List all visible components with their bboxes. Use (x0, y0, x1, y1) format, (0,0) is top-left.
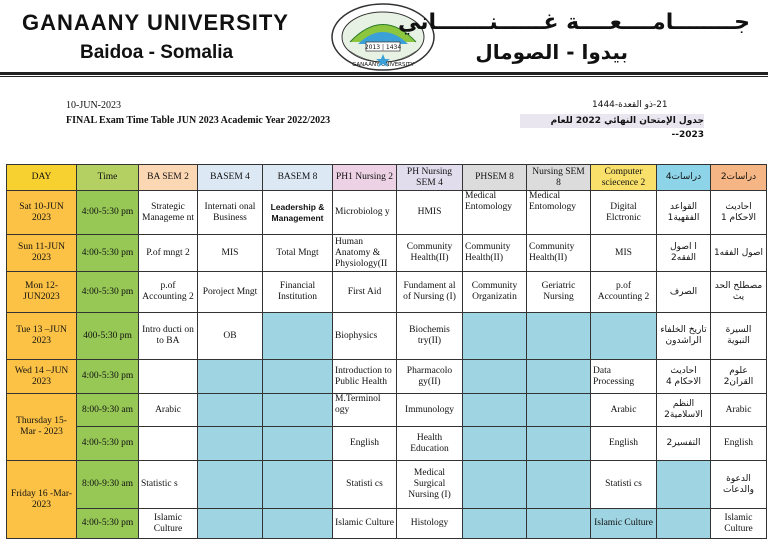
exam-cell: Arabic (711, 394, 767, 427)
col-ba-sem8: BASEM 8 (263, 165, 333, 191)
exam-cell: English (333, 427, 397, 461)
empty-cell (263, 427, 333, 461)
col-ph-sem8: PHSEM 8 (463, 165, 527, 191)
col-ba-sem2: BA SEM 2 (139, 165, 198, 191)
exam-cell: الصرف (657, 272, 711, 313)
empty-cell (527, 427, 591, 461)
exam-cell: تاريخ الخلفاء الراشدون (657, 313, 711, 360)
exam-cell: Strategic Manageme nt (139, 191, 198, 235)
empty-cell (527, 461, 591, 509)
exam-cell: HMIS (397, 191, 463, 235)
time-cell: 4:00-5:30 pm (77, 427, 139, 461)
exam-cell: Community Organizatin (463, 272, 527, 313)
exam-cell: Islamic Culture (139, 509, 198, 539)
empty-cell (657, 461, 711, 509)
empty-cell (198, 360, 263, 394)
day-cell: Mon 12-JUN2023 (7, 272, 77, 313)
exam-cell: M.Terminol ogy (333, 394, 397, 427)
col-nursing-sem8: Nursing SEM 8 (527, 165, 591, 191)
exam-cell: English (591, 427, 657, 461)
exam-cell: Medical Entomology (463, 191, 527, 235)
exam-cell: p.of Accounting 2 (139, 272, 198, 313)
exam-cell: MIS (198, 235, 263, 272)
exam-cell: Financial Institution (263, 272, 333, 313)
col-time: Time (77, 165, 139, 191)
empty-cell (527, 360, 591, 394)
exam-cell: Histology (397, 509, 463, 539)
exam-cell: النظم الاسلامية2 (657, 394, 711, 427)
empty-cell (263, 394, 333, 427)
empty-cell (463, 461, 527, 509)
time-cell: 8:00-9:30 am (77, 461, 139, 509)
exam-cell: Leadership & Management (263, 191, 333, 235)
empty-cell (463, 313, 527, 360)
exam-cell: Total Mngt (263, 235, 333, 272)
exam-cell: Digital Elctronic (591, 191, 657, 235)
letterhead (0, 0, 768, 78)
exam-cell: Community Health(II) (463, 235, 527, 272)
logo-year: 2013 | 1434 (364, 44, 402, 51)
day-cell: Wed 14 –JUN 2023 (7, 360, 77, 394)
exam-cell: احاديث الاحكام 1 (711, 191, 767, 235)
exam-cell: Medical Surgical Nursing (I) (397, 461, 463, 509)
exam-cell: Community Health(II) (397, 235, 463, 272)
exam-cell: Community Health(II) (527, 235, 591, 272)
exam-cell: Statistic s (139, 461, 198, 509)
exam-cell: Medical Entomology (527, 191, 591, 235)
exam-cell: القواعد الفقهية1 (657, 191, 711, 235)
exam-cell: Islamic Culture (333, 509, 397, 539)
header-rule-thin (0, 76, 768, 77)
exam-cell: Data Processing (591, 360, 657, 394)
exam-cell: Islamic Culture (711, 509, 767, 539)
exam-cell: Intro ducti on to BA (139, 313, 198, 360)
exam-cell: Health Education (397, 427, 463, 461)
time-cell: 400-5:30 pm (77, 313, 139, 360)
exam-cell: First Aid (333, 272, 397, 313)
exam-cell: Biophysics (333, 313, 397, 360)
issue-date-ar: 21-ذو القعدة-1444 (592, 100, 668, 110)
table-row (7, 360, 767, 394)
table-row (7, 427, 767, 461)
exam-cell: Microbiolog y (333, 191, 397, 235)
exam-cell: احاديث الاحكام 4 (657, 360, 711, 394)
exam-cell: Human Anatomy & Physiology(II (333, 235, 397, 272)
exam-timetable (6, 164, 767, 539)
exam-cell: الدعوة والدعات (711, 461, 767, 509)
day-cell: Thursday 15-Mar - 2023 (7, 394, 77, 461)
exam-cell: مصطلح الحد يث (711, 272, 767, 313)
exam-cell: Statisti cs (333, 461, 397, 509)
time-cell: 4:00-5:30 pm (77, 360, 139, 394)
empty-cell (463, 427, 527, 461)
empty-cell (527, 509, 591, 539)
table-row (7, 461, 767, 509)
university-name-ar: جــــــــامــــعــــة غــــــنـــــــاني (397, 10, 750, 35)
exam-cell: MIS (591, 235, 657, 272)
empty-cell (463, 509, 527, 539)
time-cell: 8:00-9:30 am (77, 394, 139, 427)
exam-cell: ا اصول الفقه2 (657, 235, 711, 272)
empty-cell (139, 360, 198, 394)
exam-cell: علوم القران2 (711, 360, 767, 394)
issue-date-en: 10-JUN-2023 (66, 100, 121, 111)
timetable-title-en: FINAL Exam Time Table JUN 2023 Academic Year 2022/2023 (66, 115, 331, 126)
col-day: DAY (7, 165, 77, 191)
exam-cell: التفسير2 (657, 427, 711, 461)
city-ar: بيدوا - الصومال (475, 40, 628, 64)
city-en: Baidoa - Somalia (80, 42, 234, 63)
exam-cell: Internati onal Business (198, 191, 263, 235)
empty-cell (527, 394, 591, 427)
empty-cell (198, 394, 263, 427)
exam-cell: Statisti cs (591, 461, 657, 509)
empty-cell (591, 313, 657, 360)
exam-cell: OB (198, 313, 263, 360)
time-cell: 4:00-5:30 pm (77, 191, 139, 235)
exam-cell: Arabic (139, 394, 198, 427)
table-row (7, 509, 767, 539)
empty-cell (263, 509, 333, 539)
exam-cell: Pharmacolo gy(II) (397, 360, 463, 394)
header-rule-thick (0, 72, 768, 75)
exam-cell: English (711, 427, 767, 461)
empty-cell (263, 360, 333, 394)
exam-cell: اصول الفقه1 (711, 235, 767, 272)
table-row (7, 394, 767, 427)
table-row (7, 272, 767, 313)
exam-cell: Fundament al of Nursing (I) (397, 272, 463, 313)
col-ph-nursing-sem4: PH Nursing SEM 4 (397, 165, 463, 191)
timetable-title-ar (520, 114, 704, 140)
exam-cell: Poroject Mngt (198, 272, 263, 313)
timetable-title-ar-text: جدول الإمتحان النهائي 2022 للعام 2023-- (550, 116, 704, 140)
day-cell: Sat 10-JUN 2023 (7, 191, 77, 235)
empty-cell (198, 509, 263, 539)
time-cell: 4:00-5:30 pm (77, 235, 139, 272)
exam-cell: Islamic Culture (591, 509, 657, 539)
empty-cell (198, 427, 263, 461)
exam-cell: Introduction to Public Health (333, 360, 397, 394)
empty-cell (198, 461, 263, 509)
empty-cell (139, 427, 198, 461)
col-computer-science2: Computer sciecence 2 (591, 165, 657, 191)
exam-cell: Immunology (397, 394, 463, 427)
exam-cell: p.of Accounting 2 (591, 272, 657, 313)
table-row (7, 191, 767, 235)
exam-cell: P.of mngt 2 (139, 235, 198, 272)
exam-cell: Biochemis try(II) (397, 313, 463, 360)
empty-cell (463, 394, 527, 427)
logo-caption: GANAANY UNIVERSITY (352, 62, 414, 68)
day-cell: Tue 13 –JUN 2023 (7, 313, 77, 360)
col-dirasat4: دراسات4 (657, 165, 711, 191)
university-name-en: GANAANY UNIVERSITY (22, 10, 289, 35)
col-dirasat2: دراسات2 (711, 165, 767, 191)
empty-cell (657, 509, 711, 539)
empty-cell (263, 461, 333, 509)
table-row (7, 313, 767, 360)
exam-cell: Geriatric Nursing (527, 272, 591, 313)
empty-cell (463, 360, 527, 394)
day-cell: Sun 11-JUN 2023 (7, 235, 77, 272)
col-ba-sem4: BASEM 4 (198, 165, 263, 191)
header-row (7, 165, 767, 191)
time-cell: 4:00-5:30 pm (77, 509, 139, 539)
empty-cell (263, 313, 333, 360)
day-cell: Friday 16 -Mar- 2023 (7, 461, 77, 539)
time-cell: 4:00-5:30 pm (77, 272, 139, 313)
empty-cell (527, 313, 591, 360)
exam-cell: السيرة النبوية (711, 313, 767, 360)
exam-cell: Arabic (591, 394, 657, 427)
col-ph1-nursing2: PH1 Nursing 2 (333, 165, 397, 191)
table-row (7, 235, 767, 272)
